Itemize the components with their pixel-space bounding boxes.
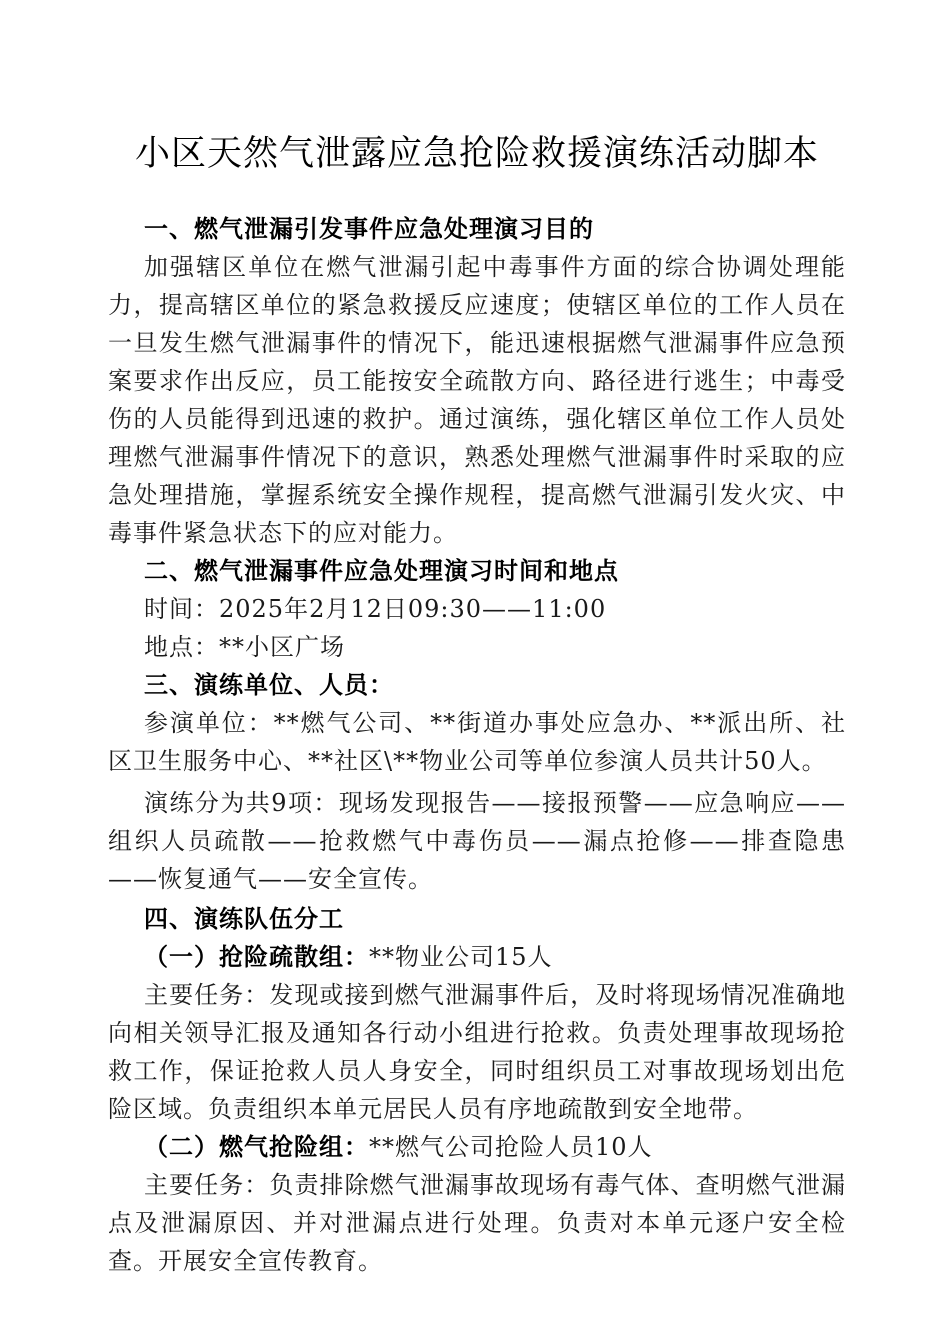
purpose-paragraph: 加强辖区单位在燃气泄漏引起中毒事件方面的综合协调处理能力，提高辖区单位的紧急救援反应速度；使辖区单位的工作人员在一旦发生燃气泄漏事件的情况下，能迅速根据燃气泄漏事件应急预案要求作出反应，员工能按安全疏散方向、路径进行逃生；中毒受伤的人员能得到迅速的救护。通过演练，强化辖区单位工作人员处理燃气泄漏事件情况下的意识，熟悉处理燃气泄漏事件时采取的应急处理措施，掌握系统安全操作规程，提高燃气泄漏引发火灾、中毒事件紧急状态下的应对能力。	[108, 253, 846, 547]
drill-place: 地点：**小区广场	[144, 633, 345, 661]
section-heading-time-place: 二、燃气泄漏事件应急处理演习时间和地点	[144, 557, 619, 585]
drill-time: 时间：2025年2月12日09:30——11:00	[144, 595, 607, 623]
team-gas-repair-task: 主要任务：负责排除燃气泄漏事故现场有毒气体、查明燃气泄漏点及泄漏原因、并对泄漏点进行处理。负责对本单元逐户安全检查。开展安全宣传教育。	[108, 1171, 846, 1275]
team-rescue-evacuation-label: （一）抢险疏散组：	[144, 943, 369, 971]
team-gas-repair-label: （二）燃气抢险组：	[144, 1133, 369, 1161]
document-title: 小区天然气泄露应急抢险救援演练活动脚本	[134, 134, 819, 174]
section-heading-units: 三、演练单位、人员：	[144, 671, 394, 699]
team-rescue-evacuation-task: 主要任务：发现或接到燃气泄漏事件后，及时将现场情况准确地向相关领导汇报及通知各行动小组进行抢救。负责处理事故现场抢救工作，保证抢救人员人身安全，同时组织员工对事故现场划出危险区域。负责组织本单元居民人员有序地疏散到安全地带。	[108, 981, 846, 1123]
team-gas-repair	[108, 1128, 846, 1166]
participating-units: 参演单位：**燃气公司、**街道办事处应急办、**派出所、社区卫生服务中心、**社区\**物业公司等单位参演人员共计50人。	[108, 709, 846, 775]
section-heading-purpose: 一、燃气泄漏引发事件应急处理演习目的	[144, 215, 594, 243]
team-rescue-evacuation	[108, 938, 846, 976]
drill-items: 演练分为共9项：现场发现报告——接报预警——应急响应——组织人员疏散——抢救燃气中毒伤员——漏点抢修——排查隐患——恢复通气——安全宣传。	[108, 789, 846, 893]
team-gas-repair-members: **燃气公司抢险人员10人	[369, 1133, 653, 1161]
section-heading-teams: 四、演练队伍分工	[144, 905, 344, 933]
team-rescue-evacuation-members: **物业公司15人	[369, 943, 553, 971]
